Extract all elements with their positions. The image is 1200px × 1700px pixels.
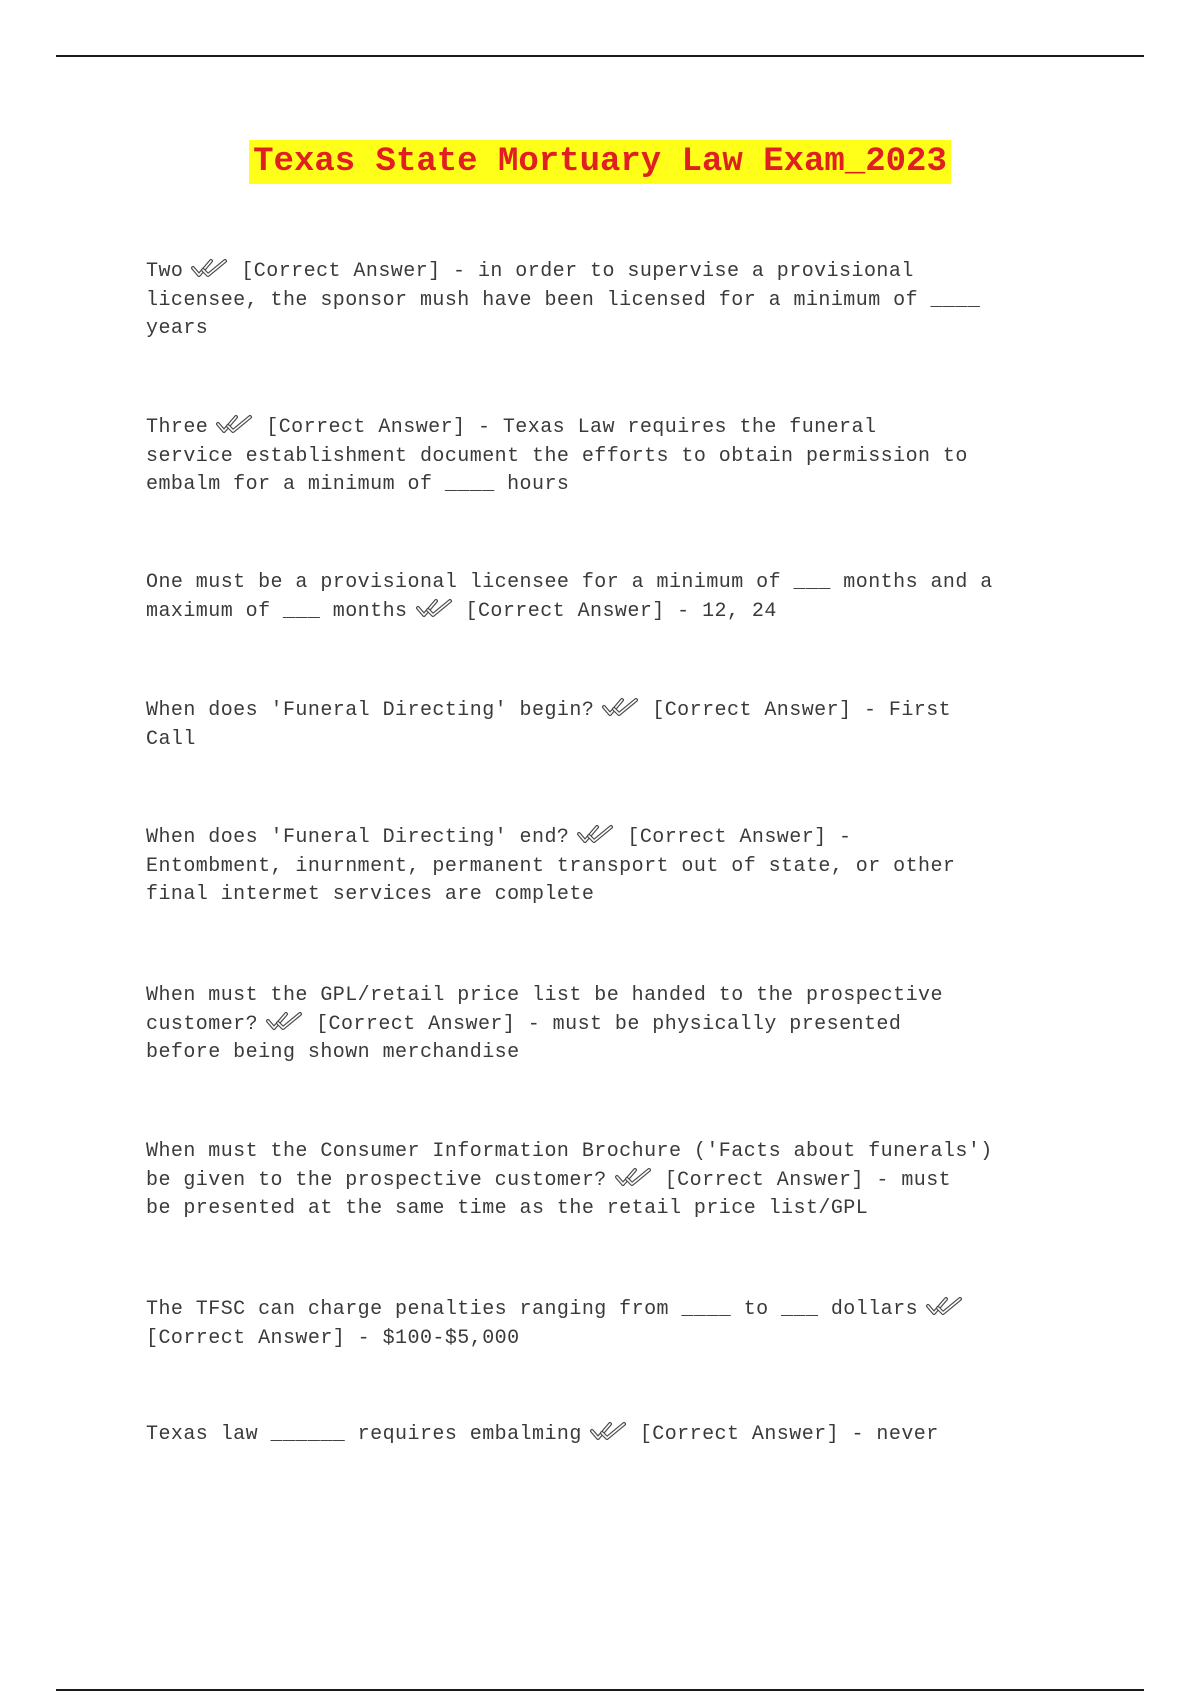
qa-item-9	[146, 1421, 1066, 1450]
qa-answer-label: [Correct Answer]	[316, 1012, 516, 1036]
qa-answer-label: [Correct Answer]	[266, 416, 466, 439]
header-rule	[56, 55, 1144, 57]
double-check-icon	[602, 697, 642, 717]
qa-question: When must the GPL/retail price list be handed to the prospective customer?	[146, 984, 943, 1036]
qa-question: When does 'Funeral Directing' end?	[146, 826, 570, 849]
qa-answer-label: [Correct Answer]	[465, 599, 665, 623]
qa-question: When does 'Funeral Directing' begin?	[146, 699, 595, 722]
qa-question: Texas law ______ requires embalming	[146, 1423, 582, 1446]
double-check-icon	[216, 414, 256, 434]
document-title: Texas State Mortuary Law Exam_2023	[249, 140, 951, 184]
qa-item-1	[146, 258, 1066, 344]
qa-question: The TFSC can charge penalties ranging from ____ to ___ dollars	[146, 1298, 919, 1321]
qa-answer: - never	[839, 1423, 939, 1446]
qa-item-3	[146, 569, 1066, 626]
qa-answer: - $100-$5,000	[345, 1326, 520, 1350]
double-check-icon	[926, 1296, 966, 1316]
qa-answer: - First Call	[146, 699, 952, 751]
qa-item-6	[146, 982, 1066, 1068]
qa-answer: - Entombment, inurnment, permanent transport out of state, or other final intermet services are complete	[146, 826, 956, 906]
qa-answer-label: [Correct Answer]	[146, 1326, 346, 1350]
double-check-icon	[615, 1167, 655, 1187]
qa-question: Two	[146, 260, 184, 283]
qa-answer: - Texas Law requires the funeral service establishment document the efforts to obtain permission to embalm for a minimum of ____ hours	[146, 416, 968, 496]
qa-answer-label: [Correct Answer]	[627, 826, 827, 849]
qa-answer-label: [Correct Answer]	[652, 699, 852, 722]
qa-answer: - 12, 24	[664, 599, 777, 623]
qa-answer-label: [Correct Answer]	[664, 1168, 864, 1192]
double-check-icon	[416, 598, 456, 618]
qa-item-5	[146, 824, 1066, 910]
footer-rule	[56, 1689, 1144, 1691]
qa-item-8	[146, 1296, 1066, 1353]
double-check-icon	[191, 258, 231, 278]
qa-question: When must the Consumer Information Brochure ('Facts about funerals') be given to the prospective customer?	[146, 1140, 993, 1192]
qa-item-7	[146, 1138, 1066, 1224]
qa-answer: - must be presented at the same time as the retail price list/GPL	[146, 1168, 952, 1220]
qa-answer: - must be physically presented before being shown merchandise	[146, 1012, 902, 1064]
double-check-icon	[590, 1421, 630, 1441]
qa-question: Three	[146, 416, 209, 439]
title-container	[0, 140, 1200, 184]
qa-item-4	[146, 697, 1066, 754]
qa-answer-label: [Correct Answer]	[241, 260, 441, 283]
double-check-icon	[577, 824, 617, 844]
qa-answer-label: [Correct Answer]	[639, 1423, 840, 1446]
qa-item-2	[146, 414, 1066, 500]
qa-question: One must be a provisional licensee for a minimum of ___ months and a maximum of ___ months	[146, 571, 993, 623]
double-check-icon	[266, 1011, 306, 1031]
qa-answer: - in order to supervise a provisional licensee, the sponsor mush have been licensed for a minimum of ____ years	[146, 260, 981, 340]
